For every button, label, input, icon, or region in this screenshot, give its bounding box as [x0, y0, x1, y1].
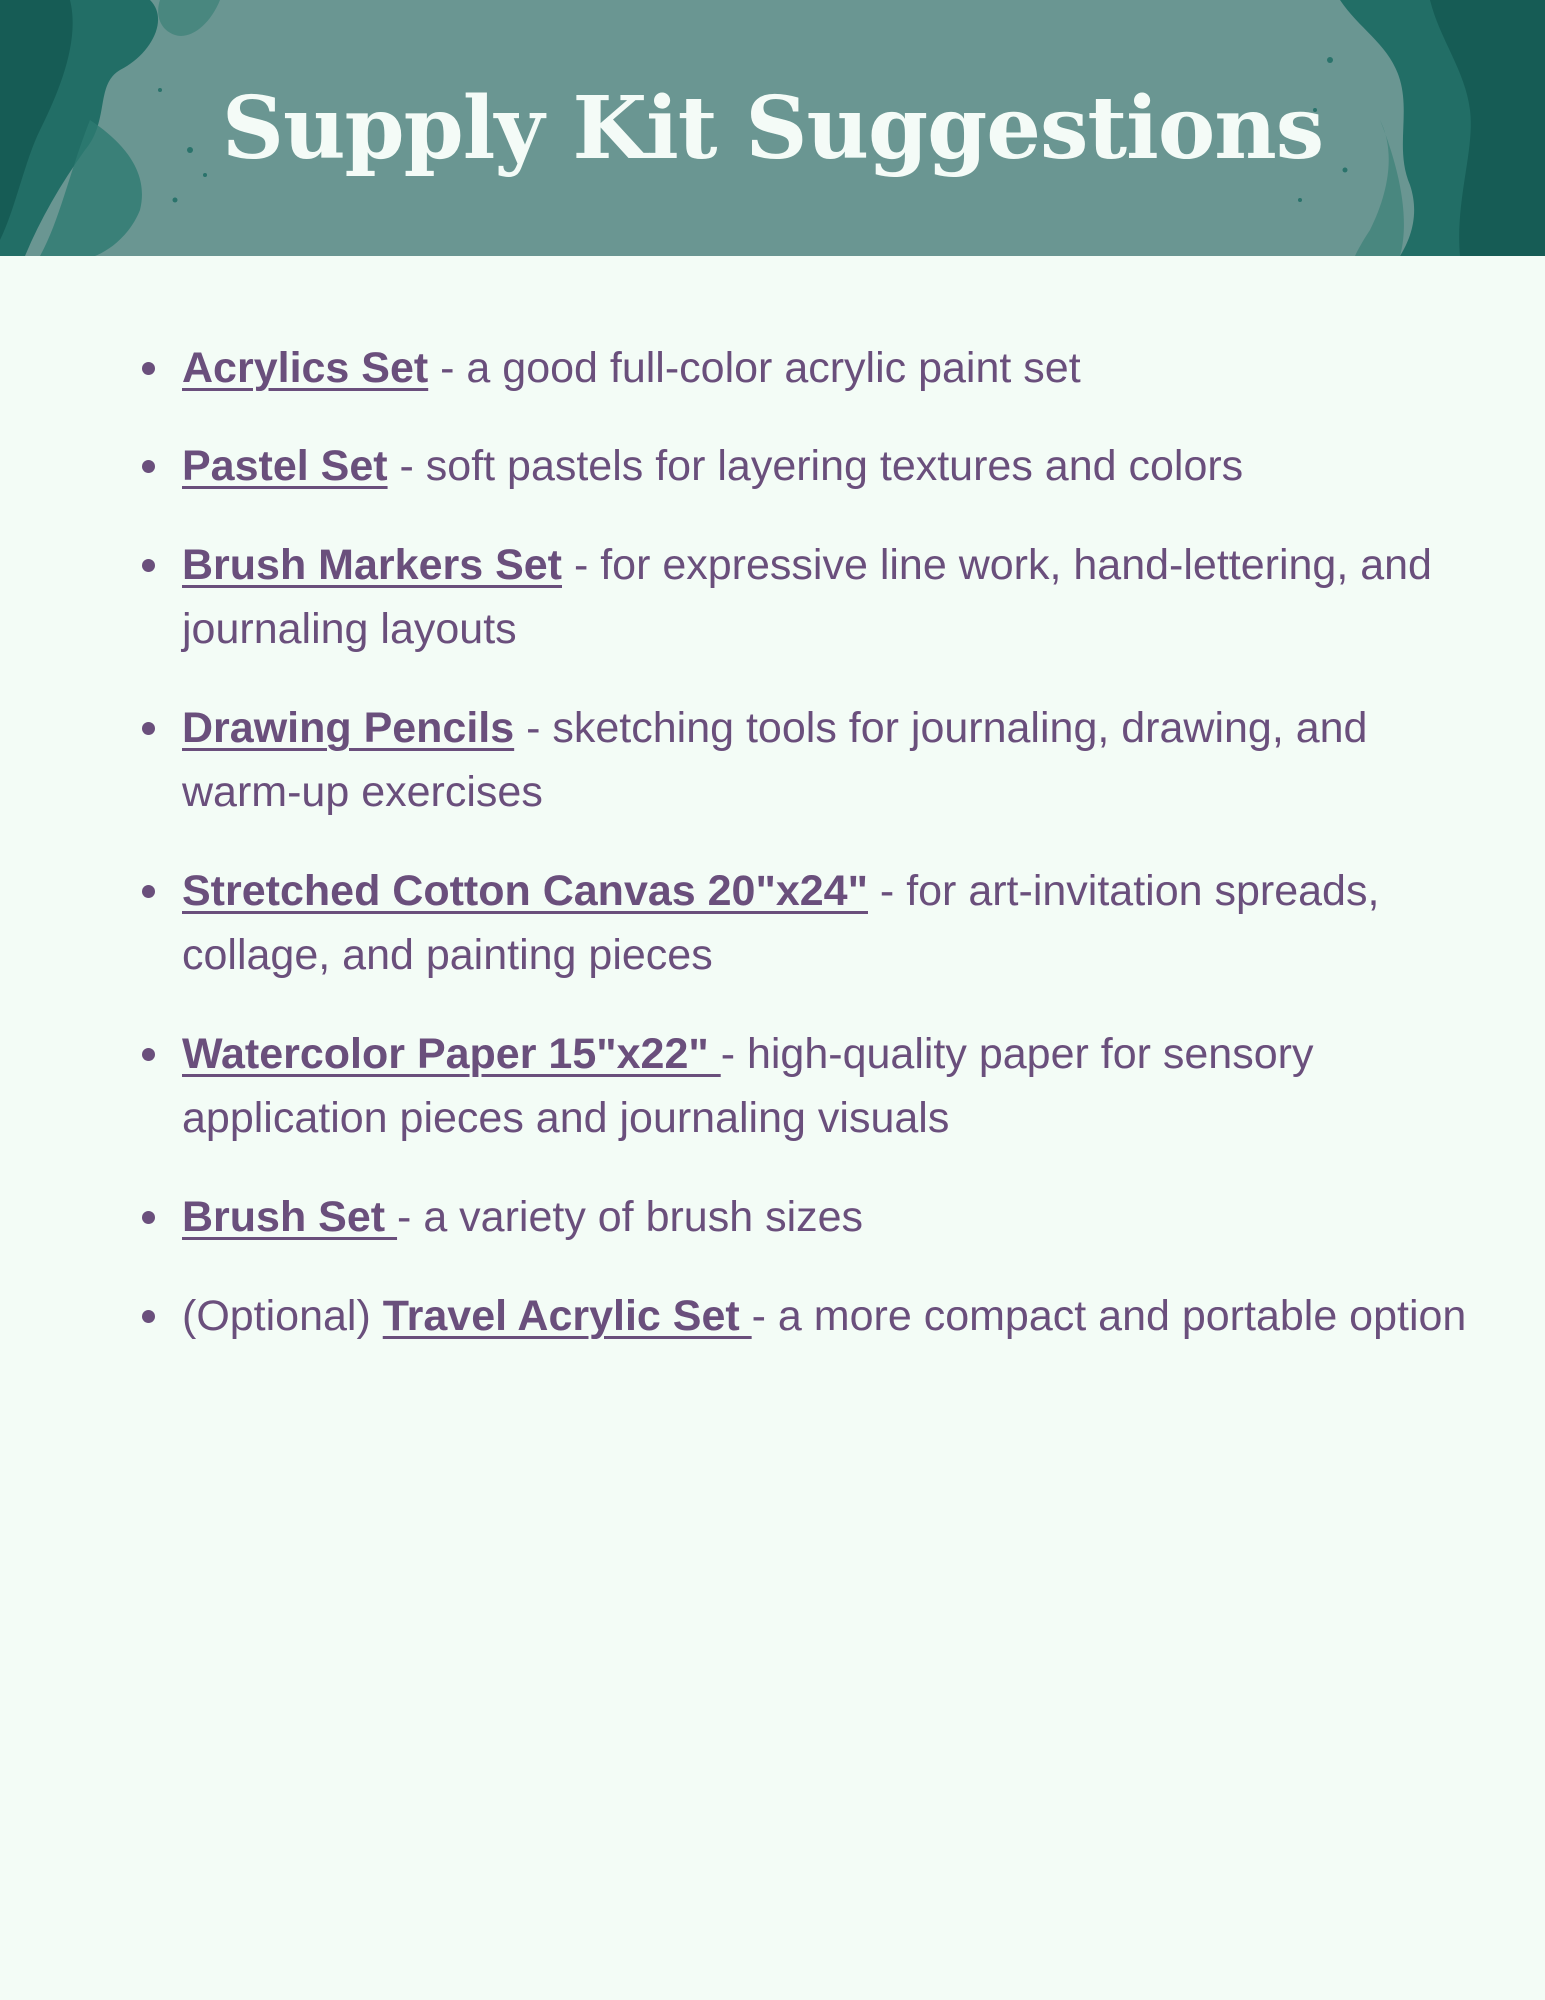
item-description: - sketching tools for journaling, drawing, and warm-up exercises — [182, 704, 1368, 816]
list-item — [182, 1022, 1472, 1150]
list-item — [182, 434, 1472, 498]
item-description: - for expressive line work, hand-lettering, and journaling layouts — [182, 541, 1432, 653]
item-description: - a variety of brush sizes — [397, 1193, 864, 1241]
bullet-icon — [141, 533, 155, 597]
list-item — [182, 533, 1472, 661]
list-item — [182, 696, 1472, 824]
list-item — [182, 1284, 1472, 1348]
list-item — [182, 859, 1472, 987]
item-description: - a more compact and portable option — [751, 1292, 1467, 1340]
bullet-icon — [141, 434, 155, 498]
link-acrylics-set[interactable]: Acrylics Set — [182, 344, 429, 392]
item-description: - high-quality paper for sensory application pieces and journaling visuals — [182, 1030, 1314, 1142]
bullet-icon — [141, 859, 155, 923]
bullet-icon — [141, 1185, 155, 1249]
page-title: Supply Kit Suggestions — [221, 77, 1324, 179]
list-item — [182, 336, 1472, 400]
link-brush-set[interactable]: Brush Set — [182, 1193, 398, 1241]
bullet-icon — [141, 1022, 155, 1086]
item-description: - soft pastels for layering textures and colors — [387, 442, 1244, 490]
item-description: - a good full-color acrylic paint set — [428, 344, 1081, 392]
bullet-icon — [141, 696, 155, 760]
item-prefix: (Optional) — [182, 1292, 383, 1340]
link-brush-markers-set[interactable]: Brush Markers Set — [182, 541, 562, 589]
bullet-icon — [141, 336, 155, 400]
header-banner — [0, 0, 1545, 256]
link-pastel-set[interactable]: Pastel Set — [182, 442, 388, 490]
item-description: - for art-invitation spreads, collage, and painting pieces — [182, 867, 1380, 979]
bullet-icon — [141, 1284, 155, 1348]
link-stretched-cotton-canvas[interactable]: Stretched Cotton Canvas 20"x24" — [182, 867, 868, 915]
link-travel-acrylic-set[interactable]: Travel Acrylic Set — [382, 1292, 752, 1340]
link-drawing-pencils[interactable]: Drawing Pencils — [182, 704, 515, 752]
list-item — [182, 1185, 1472, 1249]
link-watercolor-paper[interactable]: Watercolor Paper 15"x22" — [182, 1030, 721, 1078]
